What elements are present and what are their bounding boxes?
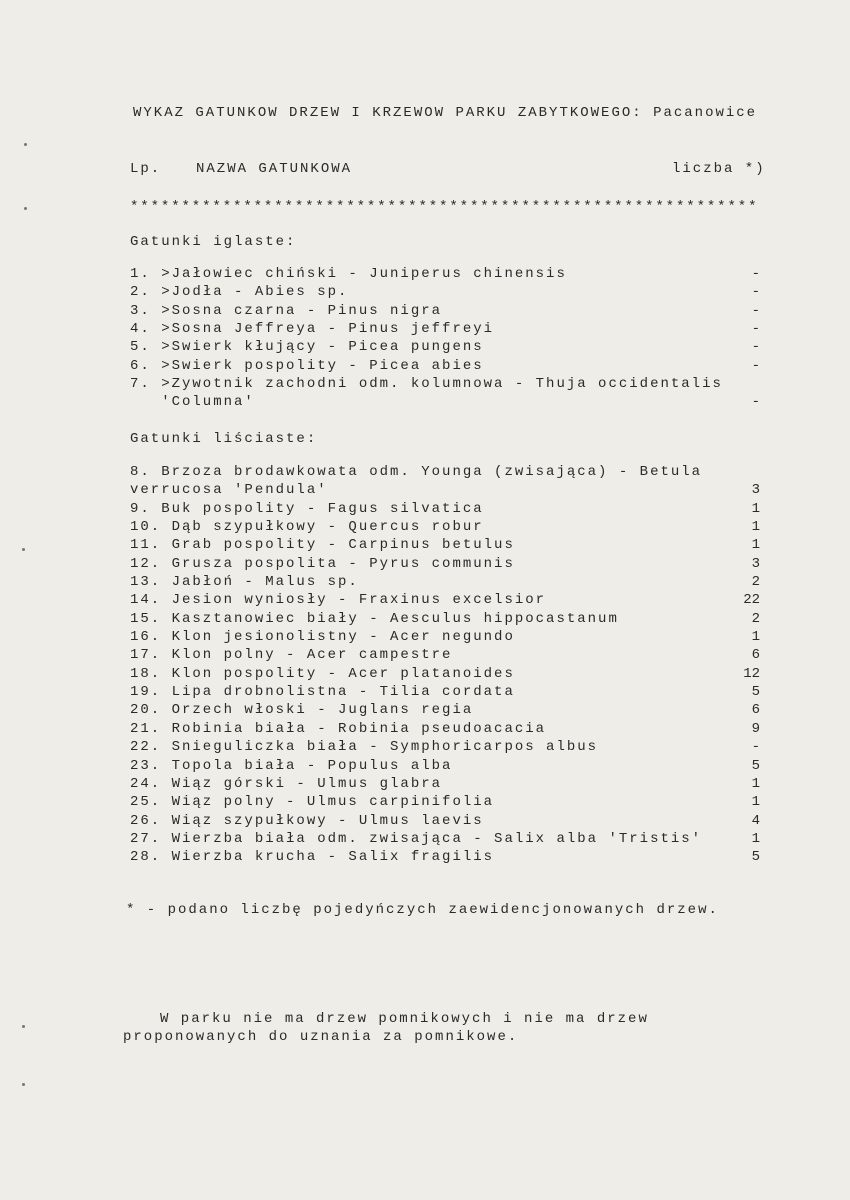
list-item [130, 320, 760, 338]
list-item [130, 812, 760, 830]
list-item [130, 683, 760, 701]
species-name: 'Columna' [130, 394, 255, 411]
species-name: 21. Robinia biała - Robinia pseudoacacia [130, 720, 547, 737]
punch-mark [22, 548, 25, 551]
species-count: 1 [751, 794, 760, 811]
species-name: 9. Buk pospolity - Fagus silvatica [130, 500, 484, 517]
species-count: 2 [751, 610, 760, 627]
species-name: 1. >Jałowiec chiński - Juniperus chinensis [130, 266, 567, 282]
list-item [130, 848, 760, 866]
species-count: - [751, 357, 760, 374]
list-item [130, 338, 760, 356]
column-header-name: NAZWA GATUNKOWA [196, 161, 353, 177]
species-count: - [751, 284, 760, 301]
species-name: 13. Jabłoń - Malus sp. [130, 574, 359, 591]
species-count: 3 [751, 482, 760, 499]
column-header-lp: Lp. [130, 161, 162, 177]
species-name: 3. >Sosna czarna - Pinus nigra [130, 302, 443, 319]
section-heading-conifers: Gatunki iglaste: [130, 234, 297, 250]
section-heading-deciduous: Gatunki liściaste: [130, 431, 318, 447]
species-count: 1 [751, 775, 760, 792]
note-line-1: W parku nie ma drzew pomnikowych i nie ma drzew [160, 1011, 649, 1027]
species-name: 8. Brzoza brodawkowata odm. Younga (zwisająca) - Betula [130, 464, 703, 480]
list-item [130, 500, 760, 518]
species-count: 5 [751, 757, 760, 774]
list-item [130, 591, 760, 609]
species-name: 11. Grab pospolity - Carpinus betulus [130, 537, 515, 554]
punch-mark [22, 1025, 25, 1028]
list-item [130, 628, 760, 646]
species-name: 10. Dąb szypułkowy - Quercus robur [130, 519, 484, 536]
species-name: 12. Grusza pospolita - Pyrus communis [130, 555, 515, 572]
separator-line: ************************************************************* [130, 199, 759, 215]
list-item [130, 720, 760, 738]
species-name: 23. Topola biała - Populus alba [130, 757, 453, 774]
document-title: WYKAZ GATUNKOW DRZEW I KRZEWOW PARKU ZABYTKOWEGO: Pacanowice [133, 105, 758, 121]
list-item [130, 610, 760, 628]
species-name: verrucosa 'Pendula' [130, 482, 328, 499]
species-name: 4. >Sosna Jeffreya - Pinus jeffreyi [130, 321, 495, 338]
list-item [130, 775, 760, 793]
species-name: 7. >Zywotnik zachodni odm. kolumnowa - Thuja occidentalis [130, 376, 723, 393]
species-count: - [751, 394, 760, 411]
deciduous-list [130, 463, 760, 867]
species-name: 17. Klon polny - Acer campestre [130, 647, 453, 664]
species-count: 1 [751, 519, 760, 536]
species-count: 5 [751, 684, 760, 701]
species-count: 5 [751, 849, 760, 866]
list-item [130, 646, 760, 664]
list-item [130, 573, 760, 591]
list-item [130, 793, 760, 811]
punch-mark [24, 143, 27, 146]
species-count: 3 [751, 555, 760, 572]
species-count: - [751, 339, 760, 356]
species-count: 9 [751, 720, 760, 737]
species-name: 5. >Swierk kłujący - Picea pungens [130, 339, 484, 356]
species-name: 16. Klon jesionolistny - Acer negundo [130, 629, 515, 646]
list-item [130, 302, 760, 320]
species-count: 6 [751, 647, 760, 664]
list-item [130, 518, 760, 536]
list-item [130, 357, 760, 375]
list-item [130, 375, 760, 393]
species-count: 1 [751, 830, 760, 847]
species-count: 2 [751, 574, 760, 591]
list-item [130, 757, 760, 775]
list-item [130, 665, 760, 683]
species-name: 18. Klon pospolity - Acer platanoides [130, 665, 515, 682]
species-name: 24. Wiąz górski - Ulmus glabra [130, 775, 443, 792]
list-item [130, 283, 760, 301]
list-item [130, 536, 760, 554]
list-item [130, 701, 760, 719]
species-name: 27. Wierzba biała odm. zwisająca - Salix alba 'Tristis' [130, 830, 703, 847]
species-count: 1 [751, 500, 760, 517]
species-count: - [751, 321, 760, 338]
species-name: 22. Snieguliczka biała - Symphoricarpos albus [130, 739, 599, 756]
species-count: - [751, 739, 760, 756]
column-header-count: liczba *) [672, 161, 766, 177]
species-name: 28. Wierzba krucha - Salix fragilis [130, 849, 495, 866]
species-name: 2. >Jodła - Abies sp. [130, 284, 349, 301]
species-count: - [751, 302, 760, 319]
species-count: 1 [751, 537, 760, 554]
list-item [130, 463, 760, 481]
species-name: 6. >Swierk pospolity - Picea abies [130, 357, 484, 374]
species-count: 6 [751, 702, 760, 719]
conifers-list [130, 265, 760, 412]
list-item [130, 393, 760, 411]
list-item [130, 265, 760, 283]
species-name: 19. Lipa drobnolistna - Tilia cordata [130, 684, 515, 701]
list-item [130, 481, 760, 499]
species-name: 20. Orzech włoski - Juglans regia [130, 702, 474, 719]
list-item [130, 738, 760, 756]
note-line-2: proponowanych do uznania za pomnikowe. [123, 1029, 519, 1045]
species-count: 1 [751, 629, 760, 646]
punch-mark [22, 1083, 25, 1086]
list-item [130, 555, 760, 573]
list-item [130, 830, 760, 848]
punch-mark [24, 207, 27, 210]
species-count: 4 [751, 812, 760, 829]
species-count: - [751, 266, 760, 282]
species-count: 12 [743, 665, 760, 682]
species-name: 14. Jesion wyniosły - Fraxinus excelsior [130, 592, 547, 609]
species-name: 25. Wiąz polny - Ulmus carpinifolia [130, 794, 495, 811]
footnote: * - podano liczbę pojedyńczych zaewidencjonowanych drzew. [126, 902, 719, 918]
species-name: 26. Wiąz szypułkowy - Ulmus laevis [130, 812, 484, 829]
species-name: 15. Kasztanowiec biały - Aesculus hippocastanum [130, 610, 619, 627]
species-count: 22 [743, 592, 760, 609]
